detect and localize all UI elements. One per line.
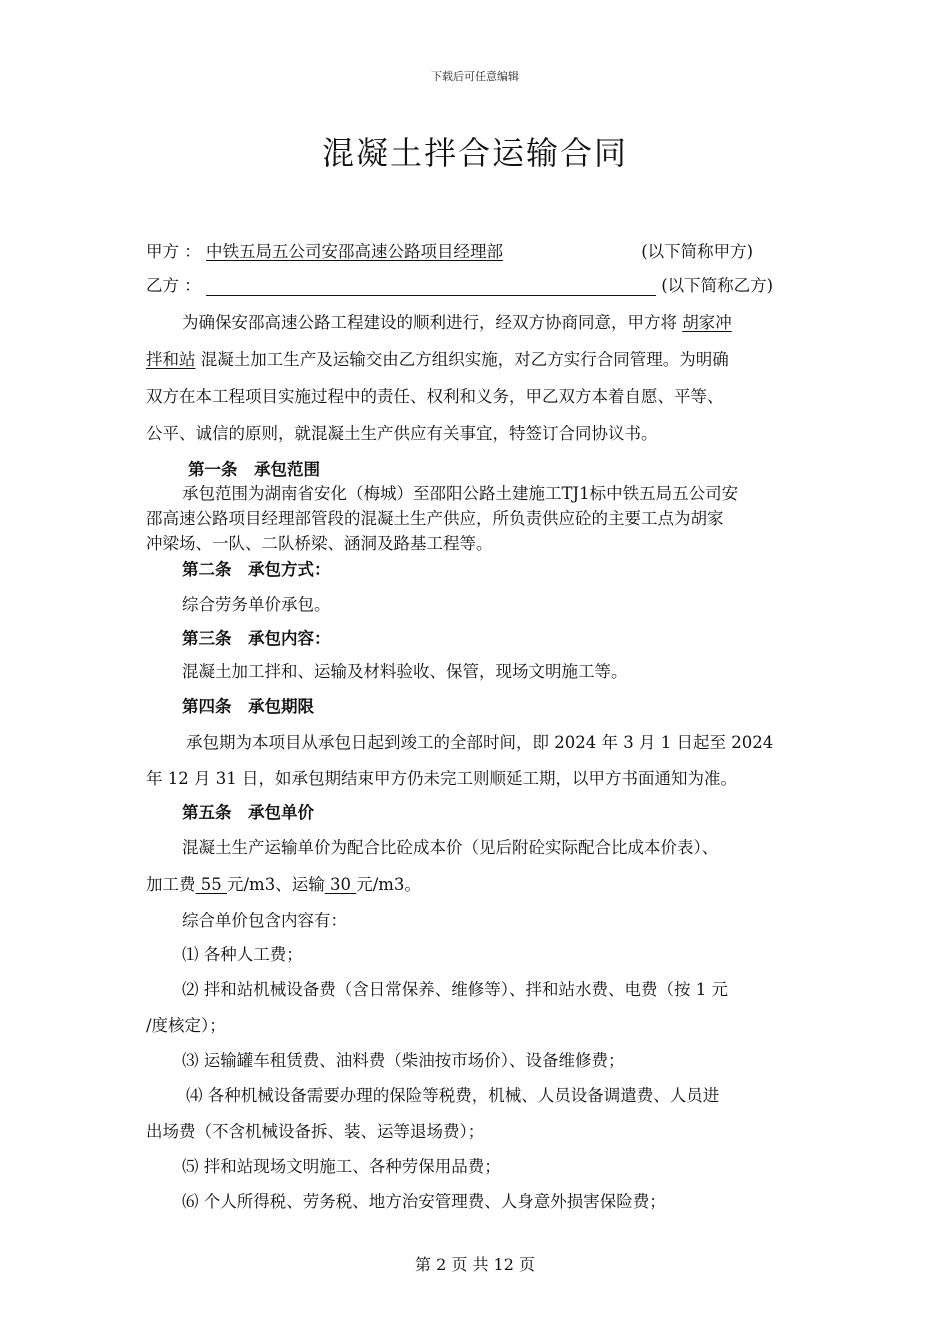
article-4-line-1: 承包期为本项目从承包日起到竣工的全部时间，即 2024 年 3 月 1 日起至 2024	[186, 733, 774, 752]
header-note: 下载后可任意编辑	[431, 70, 519, 83]
list-item-1: ⑴ 各种人工费；	[182, 945, 303, 964]
party-a-suffix: (以下简称甲方)	[641, 242, 754, 261]
article-1-heading: 第一条 承包范围	[188, 460, 320, 479]
party-a-name: 中铁五局五公司安邵高速公路项目经理部	[206, 242, 503, 261]
transport-fee-value: 30	[324, 875, 357, 894]
article-3-heading: 第三条 承包内容：	[182, 629, 331, 648]
list-item-6: ⑹ 个人所得税、劳务税、地方治安管理费、人身意外损害保险费；	[182, 1192, 666, 1211]
page-title: 混凝土拌合运输合同	[321, 134, 628, 172]
article-2-heading: 第二条 承包方式：	[182, 560, 331, 579]
intro-line-3: 双方在本工程项目实施过程中的责任、权利和义务，甲乙双方本着自愿、平等、	[146, 387, 724, 406]
article-3-text: 混凝土加工拌和、运输及材料验收、保管，现场文明施工等。	[182, 662, 628, 681]
party-a-label: 甲方 ：	[146, 242, 201, 261]
party-b-line	[146, 272, 773, 296]
article-5-line-2	[146, 871, 421, 895]
list-item-2: ⑵ 拌和站机械设备费（含日常保养、维修等）、拌和站水费、电费（按 1 元	[182, 980, 728, 999]
article-1-line-2: 邵高速公路项目经理部管段的混凝土生产供应，所负责供应砼的主要工点为胡家	[146, 509, 724, 528]
intro-text: 为确保安邵高速公路工程建设的顺利进行，经双方协商同意，甲方将	[182, 313, 677, 332]
list-item-4: ⑷ 各种机械设备需要办理的保险等税费，机械、人员设备调遣费、人员进	[186, 1086, 720, 1105]
list-item-4-cont: 出场费（不含机械设备拆、装、运等退场费）；	[146, 1122, 485, 1141]
list-item-5: ⑸ 拌和站现场文明施工、各种劳保用品费；	[182, 1157, 501, 1176]
party-a-line	[146, 238, 753, 262]
article-1-line-3: 冲梁场、一队、二队桥梁、涵洞及路基工程等。	[146, 534, 493, 553]
unit-label: 元/m3。	[356, 875, 421, 894]
article-5-heading: 第五条 承包单价	[182, 803, 314, 822]
intro-line-2	[146, 346, 729, 370]
intro-line-4: 公平、诚信的原则，就混凝土生产供应有关事宜，特签订合同协议书。	[146, 424, 658, 443]
transport-fee-label: 元/m3、运输	[227, 875, 325, 894]
processing-fee-label: 加工费	[146, 875, 196, 894]
article-5-line-1: 混凝土生产运输单价为配合比砼成本价（见后附砼实际配合比成本价表）、	[182, 838, 719, 857]
article-4-heading: 第四条 承包期限	[182, 697, 314, 716]
party-b-suffix: (以下简称乙方)	[661, 276, 774, 295]
party-b-name-blank	[206, 279, 656, 296]
article-2-text: 综合劳务单价承包。	[182, 595, 331, 614]
station-name-part2: 拌和站	[146, 350, 196, 369]
intro-text: 混凝土加工生产及运输交由乙方组织实施，对乙方实行合同管理。为明确	[200, 350, 729, 369]
article-5-line-3: 综合单价包含内容有：	[182, 911, 347, 930]
intro-line-1	[182, 309, 732, 333]
list-item-3: ⑶ 运输罐车租赁费、油料费（柴油按市场价）、设备维修费；	[182, 1051, 625, 1070]
page-footer: 第 2 页 共 12 页	[415, 1255, 535, 1274]
station-name-part1: 胡家冲	[682, 313, 732, 332]
article-1-line-1: 承包范围为湖南省安化（梅城）至邵阳公路土建施工TJ1标中铁五局五公司安	[182, 484, 739, 503]
processing-fee-value: 55	[195, 875, 227, 894]
article-4-line-2: 年 12 月 31 日，如承包期结束甲方仍未完工则顺延工期，以甲方书面通知为准。	[146, 769, 737, 788]
list-item-2-cont: /度核定）；	[146, 1016, 226, 1035]
party-b-label: 乙方 ：	[146, 276, 201, 295]
